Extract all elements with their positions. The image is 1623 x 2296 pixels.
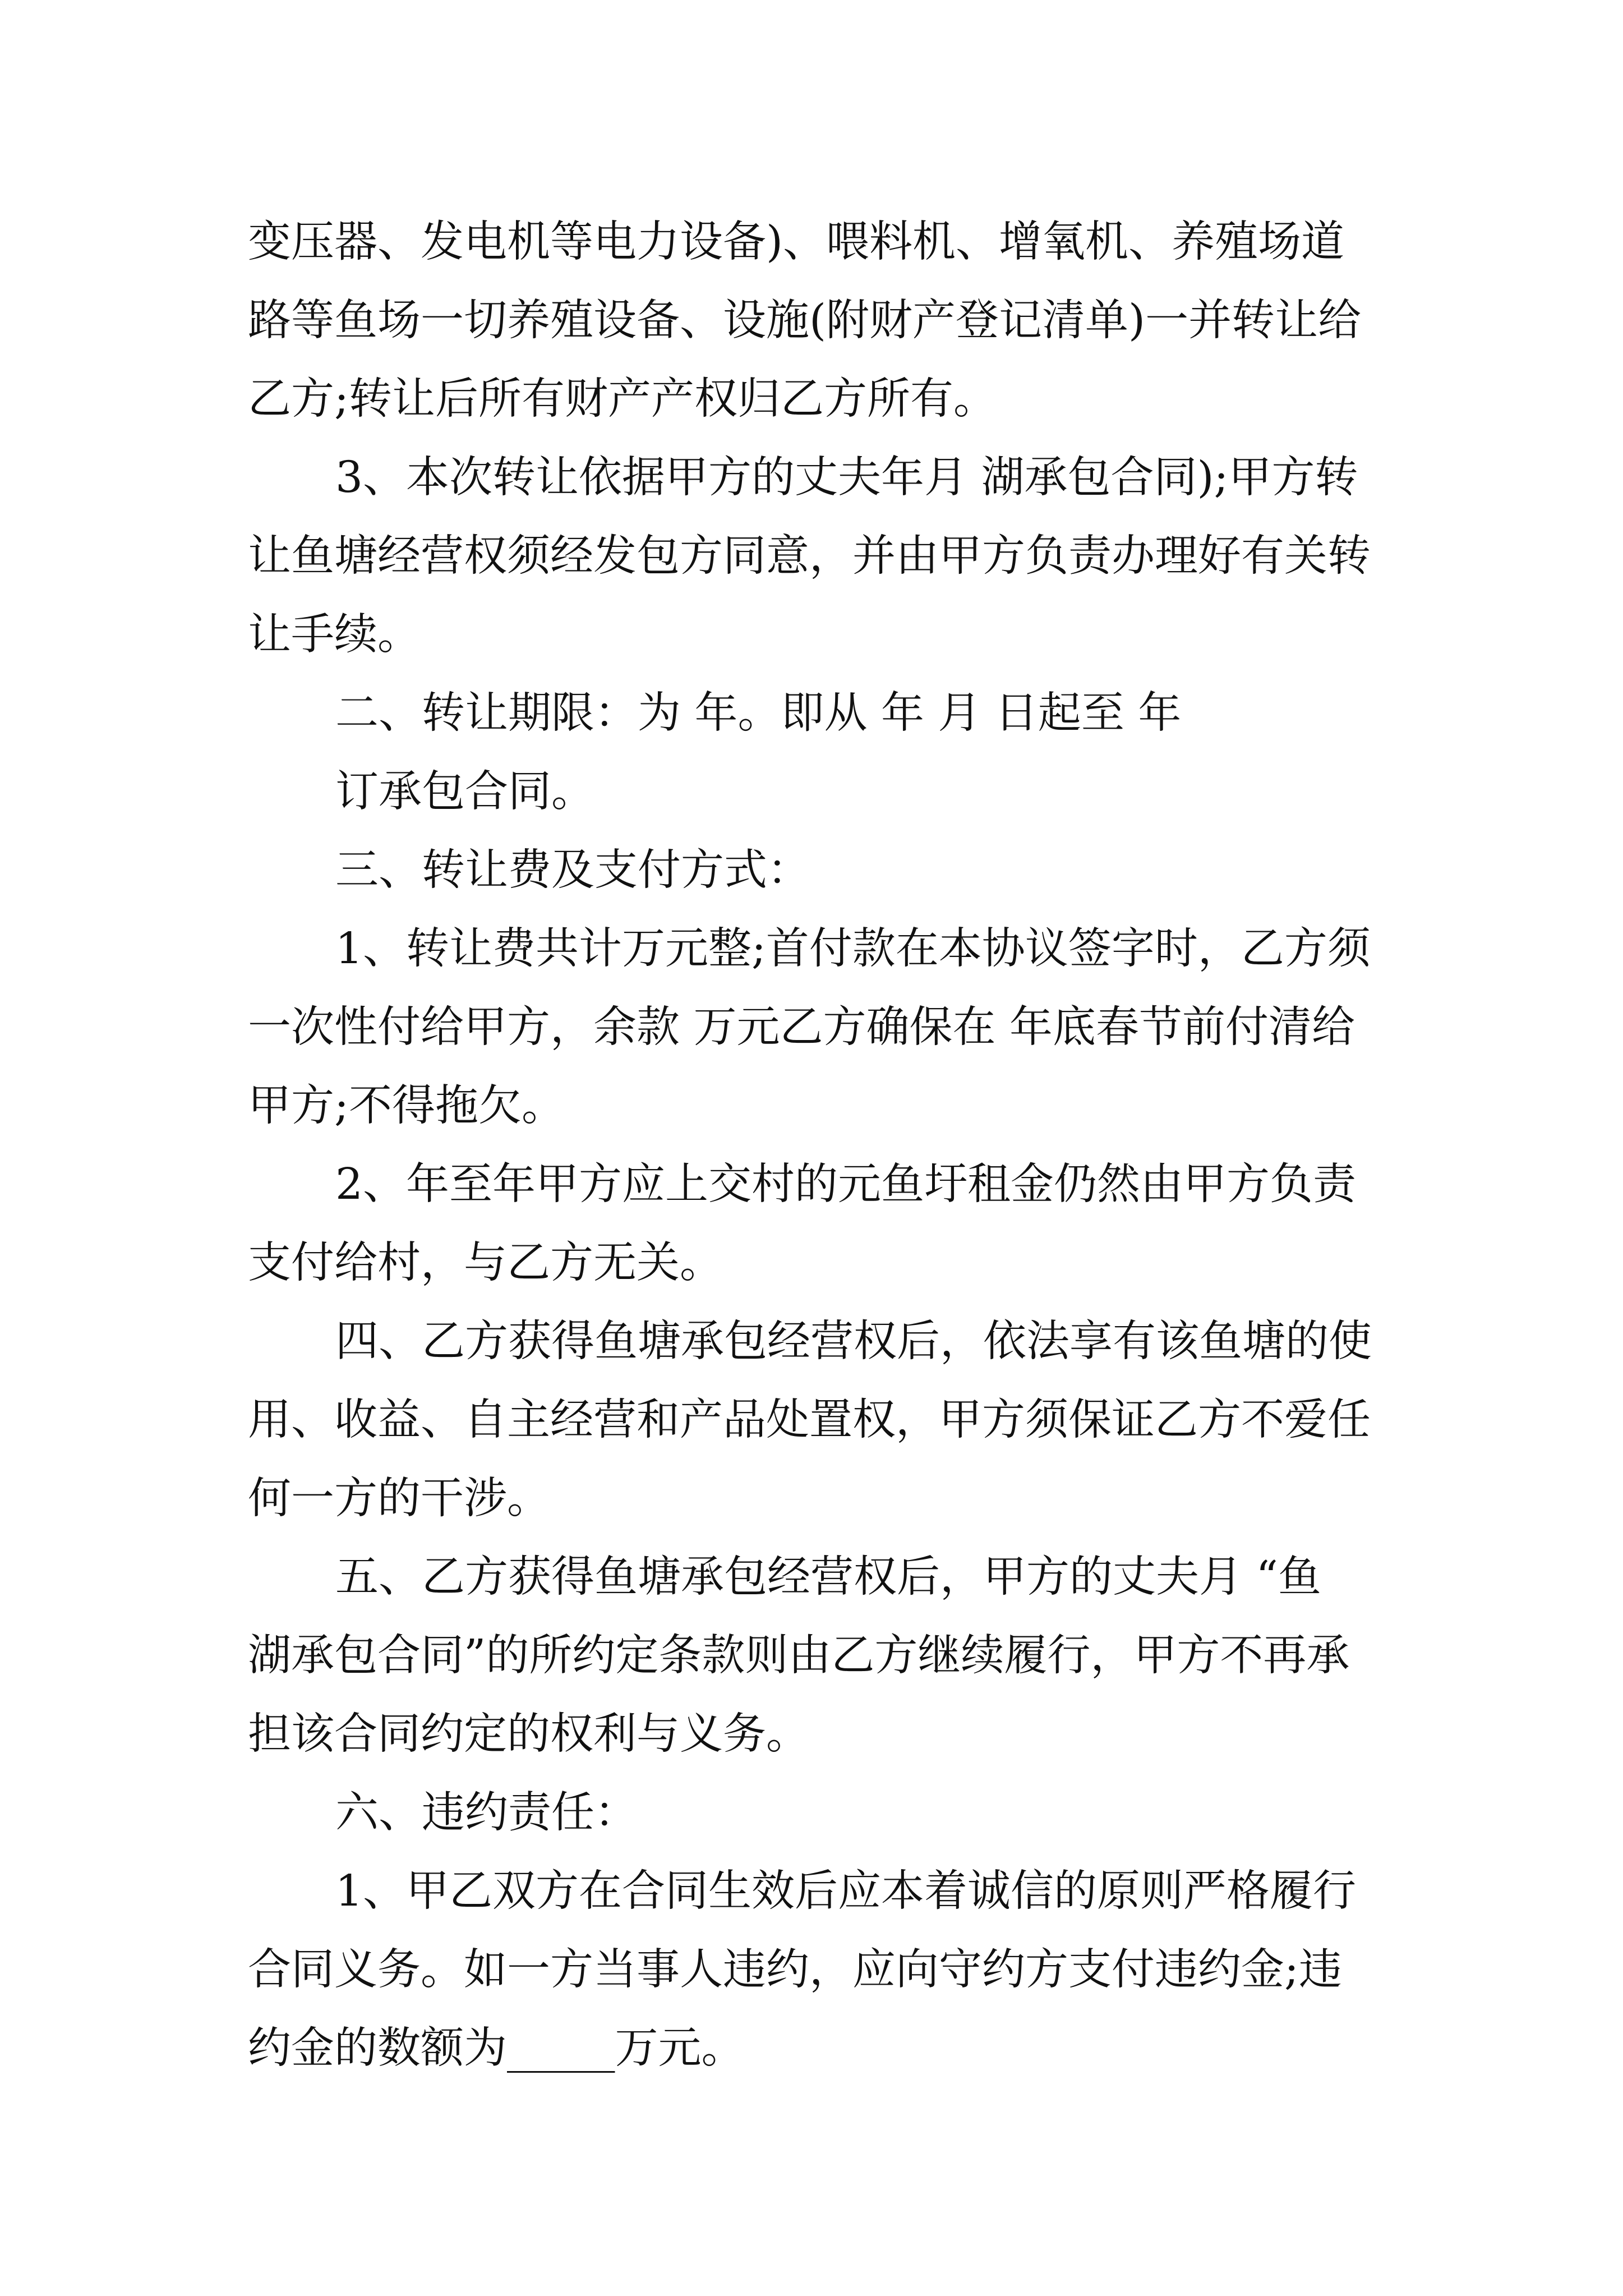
text-line: 三、转让费及支付方式：: [335, 845, 810, 895]
text-line: 担该合同约定的权利与义务。: [248, 1709, 809, 1759]
text-line: 路等鱼场一切养殖设备、设施(附财产登记清单)一并转让给: [248, 296, 1362, 346]
text-line: 约金的数额为_____万元。: [248, 2023, 745, 2073]
text-line: 2、年至年甲方应上交村的元鱼圩租金仍然由甲方负责: [335, 1159, 1356, 1209]
text-line: 甲方;不得拖欠。: [248, 1081, 565, 1131]
text-line: 二、转让期限：为 年。即从 年 月 日起至 年: [335, 688, 1182, 738]
text-line: 让手续。: [248, 610, 421, 660]
text-line: 乙方;转让后所有财产产权归乙方所有。: [248, 374, 997, 424]
text-line: 何一方的干涉。: [248, 1474, 550, 1524]
text-line: 湖承包合同”的所约定条款则由乙方继续履行，甲方不再承: [248, 1631, 1350, 1681]
text-line: 3、本次转让依据甲方的丈夫年月 湖承包合同);甲方转: [335, 453, 1358, 503]
text-line: 一次性付给甲方，余款 万元乙方确保在 年底春节前付清给: [248, 1002, 1355, 1052]
text-line: 订承包合同。: [335, 767, 594, 817]
text-line: 变压器、发电机等电力设备)、喂料机、增氧机、养殖场道: [248, 217, 1345, 267]
text-line: 1、转让费共计万元整;首付款在本协议签字时，乙方须: [335, 924, 1371, 974]
text-line: 六、违约责任：: [335, 1788, 638, 1838]
text-line: 四、乙方获得鱼塘承包经营权后，依法享有该鱼塘的使: [335, 1317, 1372, 1366]
text-line: 1、甲乙双方在合同生效后应本着诚信的原则严格履行: [335, 1866, 1356, 1916]
text-line: 五、乙方获得鱼塘承包经营权后，甲方的丈夫月 “鱼: [335, 1552, 1321, 1602]
text-line: 支付给村，与乙方无关。: [248, 1238, 723, 1288]
text-line: 用、收益、自主经营和产品处置权，甲方须保证乙方不爱任: [248, 1395, 1371, 1445]
text-line: 合同义务。如一方当事人违约，应向守约方支付违约金;违: [248, 1945, 1342, 1995]
text-line: 让鱼塘经营权须经发包方同意，并由甲方负责办理好有关转: [248, 531, 1371, 581]
